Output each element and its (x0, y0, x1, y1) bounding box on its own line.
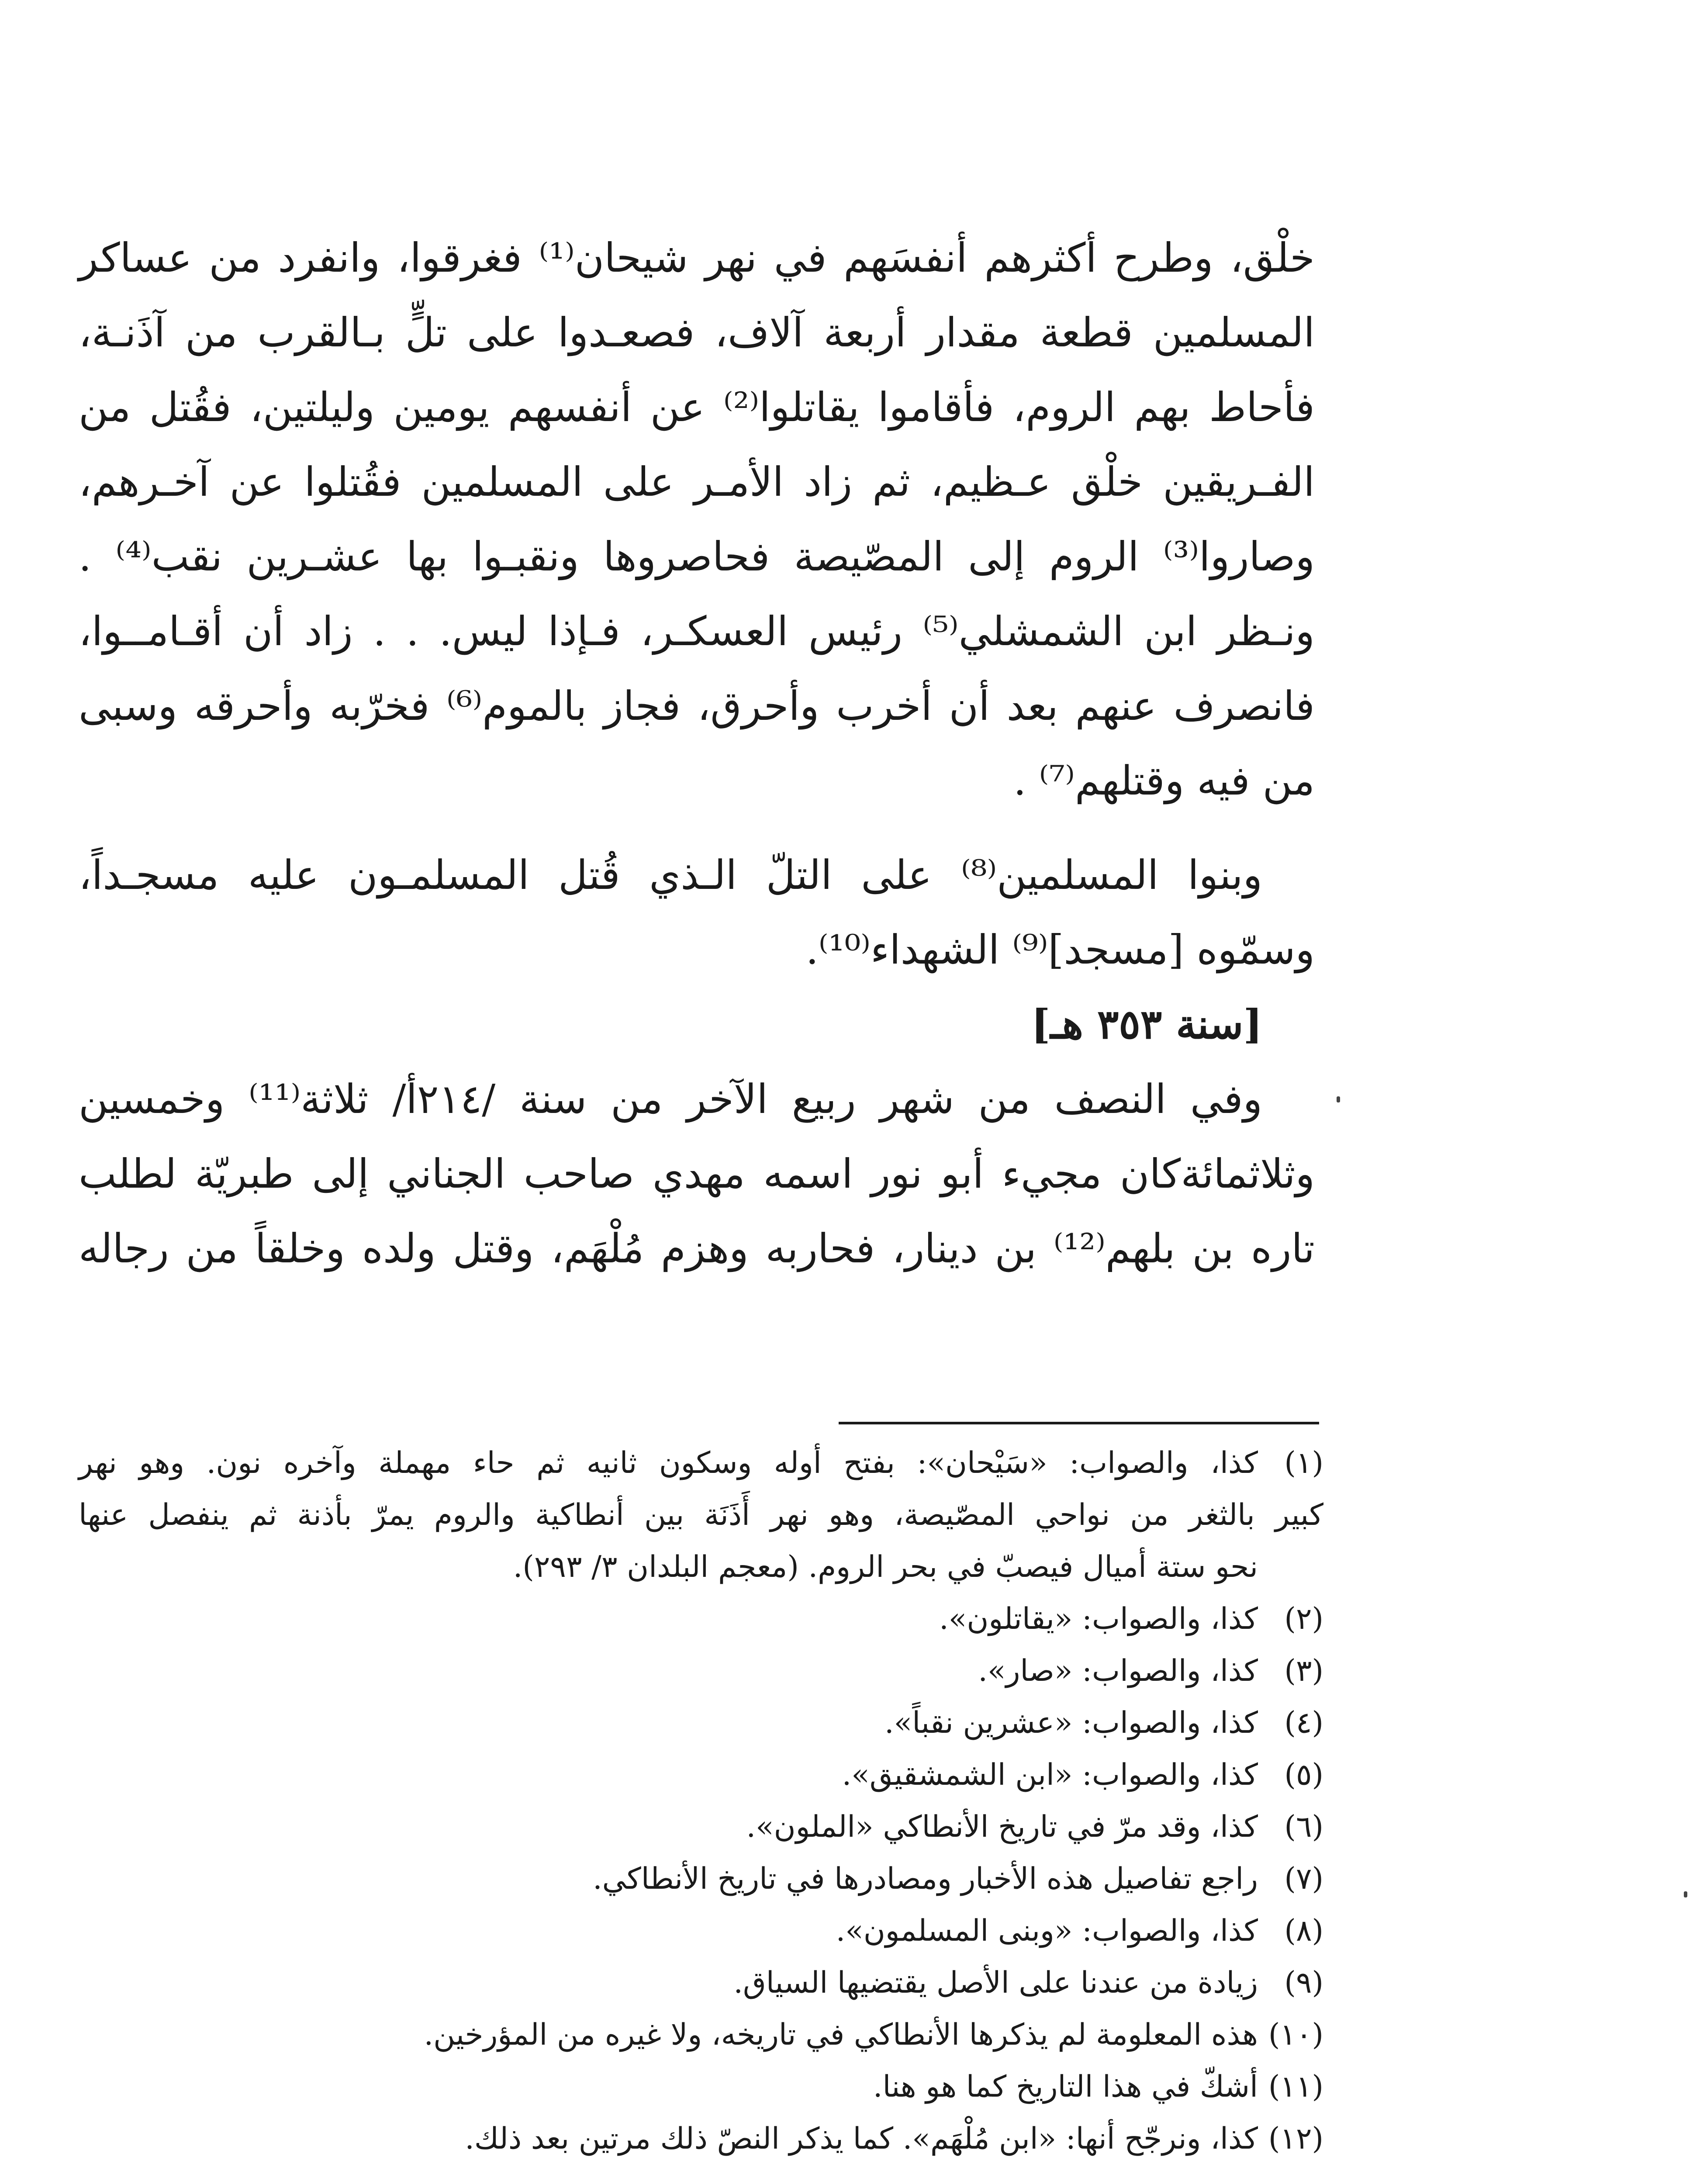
footnote-text: كذا، والصواب: «عشرين نقباً». (885, 1706, 1258, 1740)
footnote-text: راجع تفاصيل هذه الأخبار ومصادرها في تاريخ الأنطاكي. (593, 1862, 1258, 1896)
scan-speck (1337, 1096, 1340, 1102)
footnote-number: (١٢) (1268, 2122, 1323, 2156)
footnote-11 (79, 2061, 1323, 2113)
paragraph-2 (79, 838, 1315, 987)
footnote-number: (١) (1284, 1446, 1323, 1480)
footnote-text: زيادة من عندنا على الأصل يقتضيها السياق. (733, 1966, 1258, 2000)
text-line: وصاروا⁽³⁾ الروم إلى المصّيصة فحاصروها ونقبـوا بها عشـرين نقب⁽⁴⁾ . (79, 533, 1315, 580)
paragraph-1 (79, 221, 1315, 818)
footnote-separator (839, 1422, 1319, 1424)
footnote-5 (79, 1749, 1323, 1801)
footnote-12 (79, 2113, 1323, 2165)
footnotes (79, 1437, 1323, 2165)
footnote-6 (79, 1801, 1323, 1853)
footnote-3 (79, 1645, 1323, 1697)
footnote-number: (١٠) (1268, 2018, 1323, 2052)
footnote-text: كذا، ونرجّح أنها: «ابن مُلْهَم». كما يذكر النصّ ذلك مرتين بعد ذلك. (465, 2122, 1258, 2156)
footnote-text: كذا، والصواب: «وبنى المسلمون». (836, 1914, 1258, 1948)
footnote-8 (79, 1905, 1323, 1957)
footnote-text: كذا، والصواب: «صار». (978, 1654, 1258, 1688)
footnote-text: كذا، والصواب: «سَيْحان»: بفتح أوله وسكون ثانيه ثم حاء مهملة وآخره نون. وهو نهر (79, 1446, 1258, 1480)
footnote-1 (79, 1437, 1323, 1489)
footnote-9 (79, 1957, 1323, 2009)
footnote-7 (79, 1853, 1323, 1905)
text-line: خلْق، وطرح أكثرهم أنفسَهم في نهر شيحان⁽¹⁾ فغرقوا، وانفرد من عساكر (79, 235, 1315, 281)
footnote-number: (٩) (1284, 1966, 1323, 2000)
footnote-continuation: نحو ستة أميال فيصبّ في بحر الروم. (معجم البلدان ٣/ ٢٩٣). (513, 1550, 1258, 1584)
year-heading (79, 987, 1315, 1062)
text-line: فأحاط بهم الروم، فأقاموا يقاتلوا⁽²⁾ عن أنفسهم يومين وليلتين، فقُتل من (79, 384, 1315, 431)
text-line: تاره بن بلهم⁽¹²⁾ بن دينار، فحاربه وهزم مُلْهَم، وقتل ولده وخلقاً من رجاله (79, 1225, 1315, 1272)
paragraph-3 (79, 1062, 1315, 1286)
text-line: وبنوا المسلمين⁽⁸⁾ على التلّ الـذي قُتل المسلمـون عليه مسجـداً، (79, 852, 1262, 898)
footnote-text: كذا، والصواب: «ابن الشمشقيق». (842, 1758, 1258, 1792)
text-line: وثلاثمائةكان مجيء أبو نور اسمه مهدي صاحب الجناني إلى طبريّة لطلب (79, 1151, 1315, 1197)
scan-speck (1684, 1891, 1687, 1897)
footnote-number: (٣) (1284, 1654, 1323, 1688)
footnote-number: (٤) (1284, 1706, 1323, 1740)
footnote-number: (١١) (1268, 2070, 1323, 2104)
year-heading-text: [سنة ٣٥٣ هـ] (1031, 1001, 1262, 1048)
text-line: وفي النصف من شهر ربيع الآخر من سنة /٢١٤أ/ ثلاثة⁽¹¹⁾ وخمسين (79, 1076, 1262, 1123)
text-line: الفـريقين خلْق عـظيم، ثم زاد الأمـر على المسلمين فقُتلوا عن آخـرهم، (79, 459, 1315, 505)
footnote-text: هذه المعلومة لم يذكرها الأنطاكي في تاريخه، ولا غيره من المؤرخين. (424, 2018, 1258, 2052)
text-line: فانصرف عنهم بعد أن أخرب وأحرق، فجاز بالموم⁽⁶⁾ فخرّبه وأحرقه وسبى (79, 683, 1315, 729)
footnote-4 (79, 1697, 1323, 1749)
footnote-number: (٢) (1284, 1602, 1323, 1636)
text-line: المسلمين قطعة مقدار أربعة آلاف، فصعـدوا على تلٍّ بـالقرب من آذَنـة، (79, 309, 1315, 356)
text-line: وسمّوه [مسجد]⁽⁹⁾ الشهداء⁽¹⁰⁾. (805, 926, 1315, 973)
main-text (79, 221, 1315, 1286)
text-line: من فيه وقتلهم⁽⁷⁾ . (1013, 757, 1315, 804)
footnote-text: كذا، والصواب: «يقاتلون». (939, 1602, 1258, 1636)
footnote-number: (٧) (1284, 1862, 1323, 1896)
footnote-continuation: كبير بالثغر من نواحي المصّيصة، وهو نهر أَذَنَة بين أنطاكية والروم يمرّ بأذنة ثم ينفصل عنها (79, 1498, 1323, 1532)
text-line: ونـظر ابن الشمشلي⁽⁵⁾ رئيس العسكـر، فـإذا ليس. . . زاد أن أقـامــوا، (79, 608, 1315, 655)
footnote-10 (79, 2009, 1323, 2061)
footnote-2 (79, 1593, 1323, 1645)
footnote-text: أشكّ في هذا التاريخ كما هو هنا. (873, 2070, 1258, 2104)
footnote-number: (٨) (1284, 1914, 1323, 1948)
footnote-number: (٦) (1284, 1810, 1323, 1844)
footnote-text: كذا، وقد مرّ في تاريخ الأنطاكي «الملون». (746, 1810, 1258, 1844)
footnote-number: (٥) (1284, 1758, 1323, 1792)
